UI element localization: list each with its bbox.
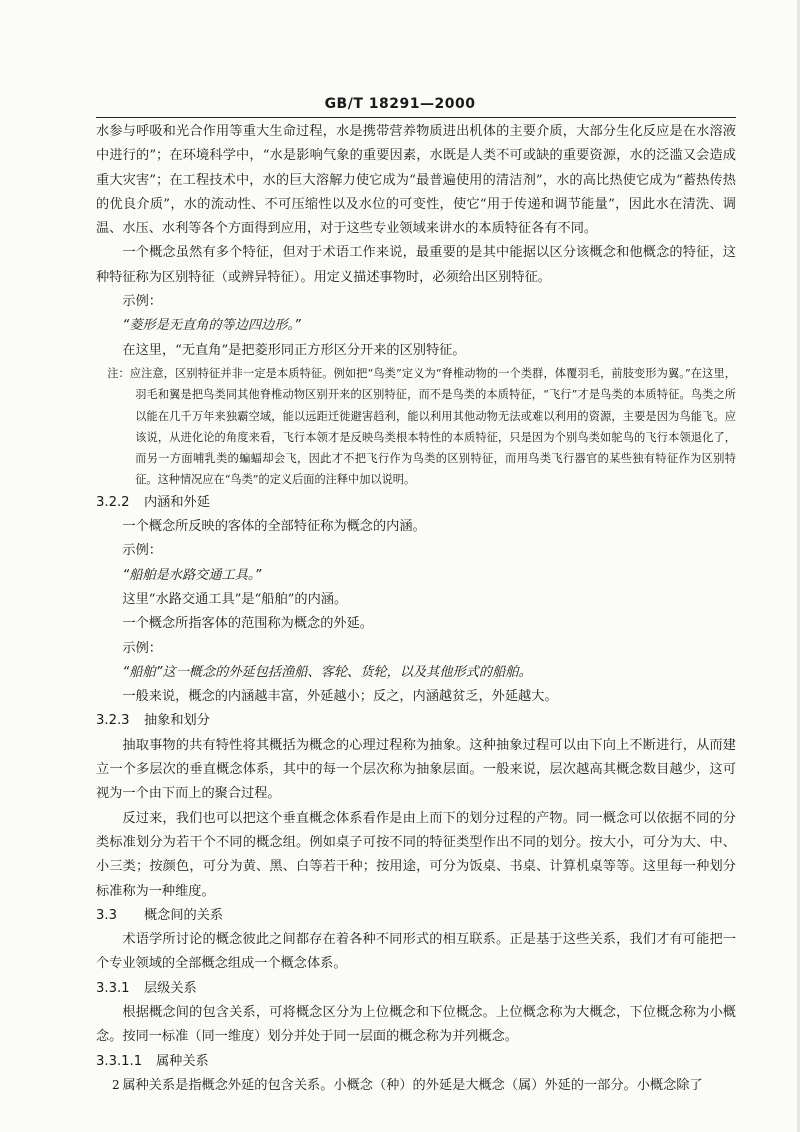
section-number: 3.3.1	[96, 980, 130, 996]
example-quote: “船舶是水路交通工具。”	[122, 567, 262, 583]
section-number: 3.2.3	[96, 713, 130, 729]
section-title: 抽象和划分	[144, 713, 210, 729]
section-heading	[96, 1050, 736, 1074]
note-paragraph	[96, 363, 736, 491]
example-quote: “船舶”这一概念的外延包括渔船、客轮、货轮，以及其他形式的船舶。	[122, 664, 532, 680]
body-paragraph: 在这里，“无直角”是把菱形同正方形区分开来的区别特征。	[122, 342, 466, 358]
section-heading	[96, 977, 736, 1001]
section-number: 3.2.2	[96, 494, 130, 510]
body-paragraph: 属种关系是指概念外延的包含关系。小概念（种）的外延是大概念（属）外延的一部分。小概念除了	[122, 1077, 703, 1093]
body-paragraph: 反过来，我们也可以把这个垂直概念体系看作是由上而下的划分过程的产物。同一概念可以依据不同的分类标准划分为若干个不同的概念组。例如桌子可按不同的特征类型作出不同的划分。按大小，可分为大、中、小三类；按颜色，可分为黄、黑、白等若干种；按用途，可分为饭桌、书桌、计算机桌等等。这里每一种划分标准称为一种维度。	[96, 810, 736, 899]
body-paragraph: 示例：	[122, 640, 162, 656]
body-paragraph: 抽取事物的共有特性将其概括为概念的心理过程称为抽象。这种抽象过程可以由下向上不断进行，从而建立一个多层次的垂直概念体系，其中的每一个层次称为抽象层面。一般来说，层次越高其概念数目越少，这可视为一个由下而上的聚合过程。	[96, 737, 736, 802]
body-paragraph: 这里“水路交通工具”是“船舶”的内涵。	[122, 591, 348, 607]
section-number: 3.3	[96, 907, 117, 923]
body-paragraph: 一个概念所反映的客体的全部特征称为概念的内涵。	[122, 519, 426, 535]
example-quote: “菱形是无直角的等边四边形。”	[122, 318, 301, 334]
section-heading	[96, 709, 736, 733]
body-paragraph: 根据概念间的包含关系，可将概念区分为上位概念和下位概念。上位概念称为大概念，下位概念称为小概念。按同一标准（同一维度）划分并处于同一层面的概念称为并列概念。	[96, 1004, 736, 1045]
section-title: 内涵和外延	[144, 494, 210, 510]
body-paragraph: 术语学所讨论的概念彼此之间都存在着各种不同形式的相互联系。正是基于这些关系，我们才有可能把一个专业领域的全部概念组成一个概念体系。	[96, 932, 736, 972]
header-rule	[96, 117, 736, 118]
standard-code-header: GB/T 18291—2000	[324, 96, 476, 112]
section-number: 3.3.1.1	[96, 1053, 143, 1069]
section-title: 概念间的关系	[144, 907, 224, 923]
body-paragraph: 示例：	[122, 543, 162, 559]
body-paragraph: 一个概念虽然有多个特征，但对于术语工作来说，最重要的是其中能据以区分该概念和他概念的特征，这种特征称为区别特征（或辨异特征）。用定义描述事物时，必须给出区别特征。	[96, 245, 736, 285]
page-number: 2	[112, 1078, 120, 1092]
note-label: 注：	[107, 366, 130, 380]
document-body	[96, 120, 736, 1098]
body-paragraph: 一般来说，概念的内涵越丰富，外延越小；反之，内涵越贫乏，外延越大。	[122, 689, 558, 705]
body-paragraph: 水参与呼吸和光合作用等重大生命过程，水是携带营养物质进出机体的主要介质，大部分生化反应是在水溶液中进行的”；在环境科学中，“水是影响气象的重要因素，水既是人类不可或缺的重要资源，水的泛滥又会造成重大灾害”；在工程技术中，水的巨大溶解力使它成为“最普遍使用的清洁剂”，水的高比热使它成为“蓄热传热的优良介质”，水的流动性、不可压缩性以及水位的可变性，使它“用于传递和调节能量”，因此水在清洗、调温、水压、水利等各个方面得到应用，对于这些专业领域来讲水的本质特征各有不同。	[96, 124, 736, 237]
section-heading	[96, 904, 736, 928]
section-title: 层级关系	[144, 980, 197, 996]
section-title: 属种关系	[156, 1053, 209, 1069]
body-paragraph: 一个概念所指客体的范围称为概念的外延。	[122, 616, 373, 632]
note-text: 应注意，区别特征并非一定是本质特征。例如把“鸟类”定义为“脊椎动物的一个类群，体覆羽毛，前肢变形为翼。”在这里，羽毛和翼是把鸟类同其他脊椎动物区别开来的区别特征，而不是鸟类的本质特征，“飞行”才是鸟类的本质特征。鸟类之所以能在几千万年来独霸空域，能以远距迁徙避害趋利，能以利用其他动物无法或难以利用的资源，主要是因为鸟能飞。应该说，从进化论的角度来看，飞行本领才是反映鸟类根本特性的本质特征，只是因为个别鸟类如鸵鸟的飞行本领退化了，而另一方面哺乳类的蝙蝠却会飞，因此才不把飞行作为鸟类的区别特征，而用鸟类飞行器官的某些独有特征作为区别特征。这种情况应在“鸟类”的定义后面的注释中加以说明。	[129, 366, 736, 487]
body-paragraph: 示例：	[122, 294, 162, 310]
section-heading	[96, 491, 736, 515]
